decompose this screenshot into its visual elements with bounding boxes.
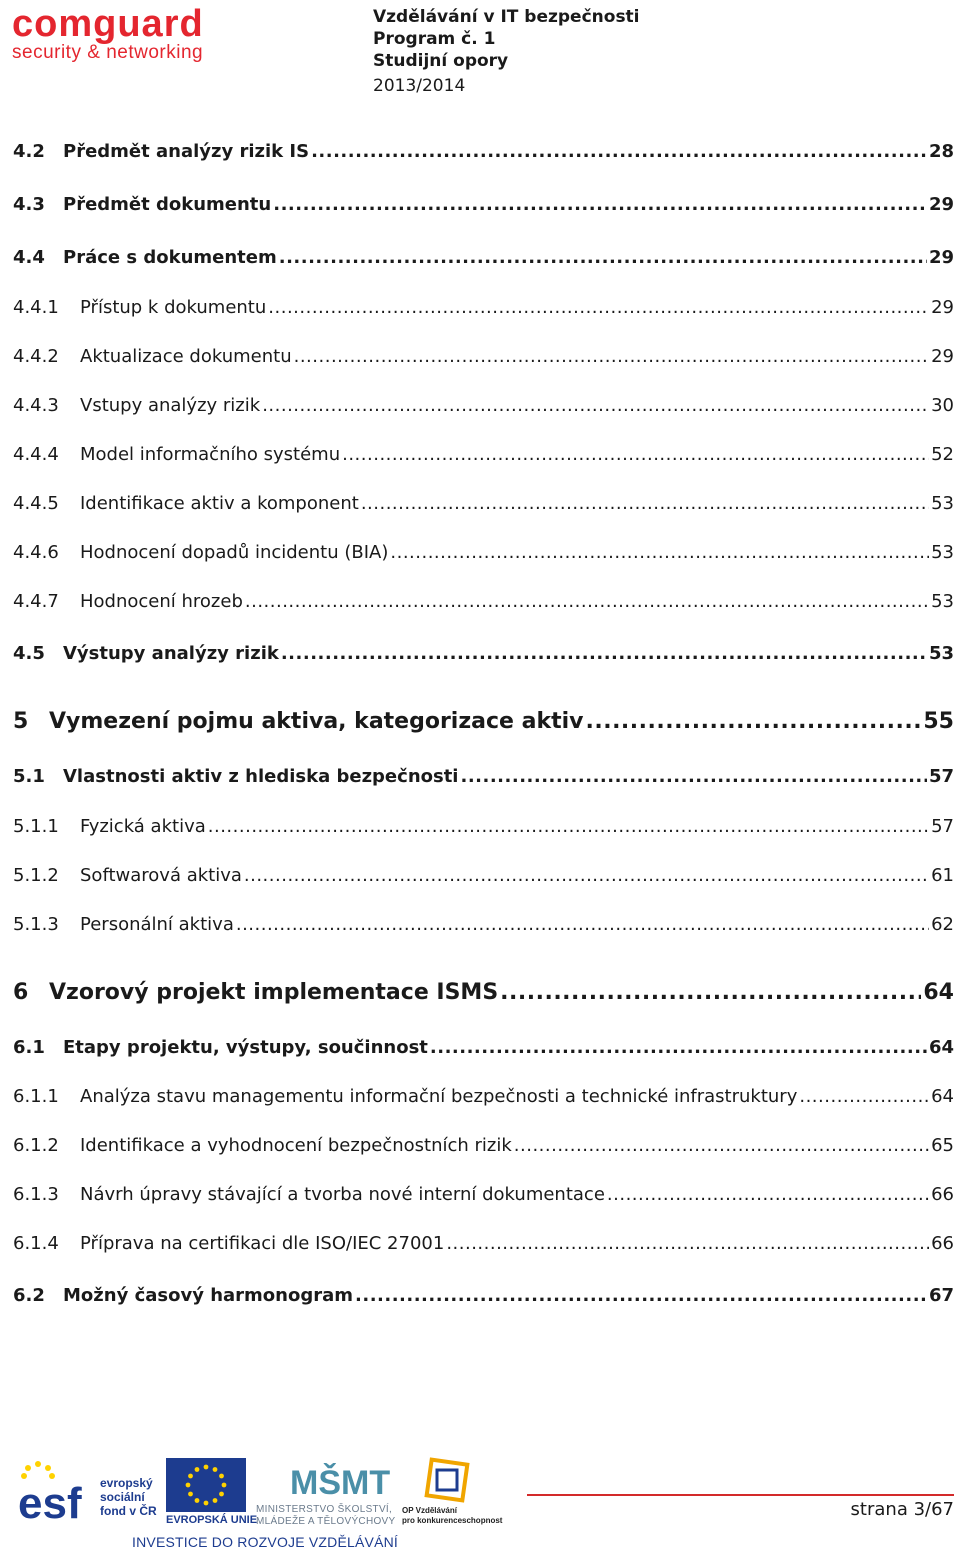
toc-entry[interactable]: [13, 766, 954, 787]
toc-entry[interactable]: [13, 980, 954, 1005]
toc-entry-leader: [500, 980, 921, 1005]
header-info: [373, 6, 640, 97]
header-year: 2013/2014: [373, 76, 466, 96]
toc-entry-number: 4.3: [13, 194, 45, 215]
toc-entry-leader: [281, 643, 927, 664]
toc-entry-title: Hodnocení hrozeb: [80, 591, 243, 612]
op-line2: pro konkurenceschopnost: [402, 1516, 503, 1525]
toc-entry-page: 62: [931, 914, 954, 935]
toc-entry[interactable]: [13, 914, 954, 935]
toc-entry-title: Návrh úpravy stávající a tvorba nové interní dokumentace: [80, 1184, 605, 1205]
toc-entry[interactable]: [13, 247, 954, 268]
toc-entry-number: 6.1.4: [13, 1233, 59, 1254]
toc-entry-number: 4.5: [13, 643, 45, 664]
toc-entry-leader: [268, 297, 929, 318]
toc-entry-number: 4.2: [13, 141, 45, 162]
toc-entry[interactable]: [13, 709, 954, 734]
toc-entry-leader: [208, 816, 929, 837]
toc-entry-leader: [586, 709, 922, 734]
footer-logos: [16, 1456, 516, 1552]
eu-label: EVROPSKÁ UNIE: [166, 1514, 258, 1526]
toc-entry-number: 6.2: [13, 1285, 45, 1306]
toc-entry-number: 4.4.6: [13, 542, 59, 563]
toc-entry-number: 6.1.2: [13, 1135, 59, 1156]
esf-text: [100, 1476, 157, 1518]
toc-entry-title: Identifikace aktiv a komponent: [80, 493, 359, 514]
toc-entry[interactable]: [13, 493, 954, 514]
toc-entry[interactable]: [13, 297, 954, 318]
toc-entry-page: 29: [928, 247, 954, 268]
toc-entry-number: 6.1.3: [13, 1184, 59, 1205]
toc-entry-number: 5.1.1: [13, 816, 59, 837]
toc-entry-number: 4.4.5: [13, 493, 59, 514]
op-line1: OP Vzdělávání: [402, 1506, 457, 1515]
header-line1: Vzdělávání v IT bezpečnosti: [373, 7, 640, 27]
toc-entry-page: 29: [931, 297, 954, 318]
toc-entry-leader: [273, 194, 927, 215]
toc-entry-leader: [311, 141, 927, 162]
toc-entry-number: 5.1.3: [13, 914, 59, 935]
toc-entry-page: 61: [931, 865, 954, 886]
toc-entry[interactable]: [13, 1037, 954, 1058]
toc-entry-page: 53: [928, 643, 954, 664]
toc-entry[interactable]: [13, 643, 954, 664]
msmt-line1: MINISTERSTVO ŠKOLSTVÍ,: [256, 1504, 393, 1515]
toc-entry-number: 6: [13, 980, 29, 1005]
toc-entry-page: 53: [931, 591, 954, 612]
toc-entry-page: 30: [931, 395, 954, 416]
toc-entry[interactable]: [13, 141, 954, 162]
toc-entry-page: 52: [931, 444, 954, 465]
toc-entry[interactable]: [13, 865, 954, 886]
toc-entry-leader: [361, 493, 929, 514]
toc-entry-title: Výstupy analýzy rizik: [63, 643, 279, 664]
toc-entry-number: 4.4.3: [13, 395, 59, 416]
toc-entry-title: Analýza stavu managementu informační bezpečnosti a technické infrastruktury: [80, 1086, 798, 1107]
toc-entry-title: Vymezení pojmu aktiva, kategorizace aktiv: [49, 709, 584, 734]
svg-text:esf: esf: [18, 1479, 82, 1526]
toc-entry-leader: [799, 1086, 929, 1107]
toc-entry-number: 4.4: [13, 247, 45, 268]
toc-entry-number: 4.4.2: [13, 346, 59, 367]
toc-entry-number: 4.4.1: [13, 297, 59, 318]
toc-entry-leader: [446, 1233, 929, 1254]
toc-entry-leader: [355, 1285, 927, 1306]
toc-entry-page: 64: [931, 1086, 954, 1107]
toc-entry[interactable]: [13, 194, 954, 215]
header-line2: Program č. 1: [373, 29, 496, 49]
toc-entry-page: 53: [931, 493, 954, 514]
toc-entry-title: Aktualizace dokumentu: [80, 346, 292, 367]
toc-entry-title: Vlastnosti aktiv z hlediska bezpečnosti: [63, 766, 459, 787]
toc-entry[interactable]: [13, 1135, 954, 1156]
toc-entry-leader: [390, 542, 929, 563]
toc-entry-number: 6.1.1: [13, 1086, 59, 1107]
page-number: strana 3/67: [850, 1499, 954, 1520]
toc-entry-leader: [514, 1135, 929, 1156]
toc-entry-title: Vzorový projekt implementace ISMS: [49, 980, 499, 1005]
toc-entry-title: Práce s dokumentem: [63, 247, 277, 268]
toc-entry-page: 29: [931, 346, 954, 367]
logo-main-text: comguard: [12, 3, 204, 45]
msmt-text: [256, 1504, 396, 1528]
toc-entry-title: Předmět dokumentu: [63, 194, 272, 215]
toc-entry-leader: [342, 444, 929, 465]
toc-entry-number: 4.4.7: [13, 591, 59, 612]
toc-entry[interactable]: [13, 816, 954, 837]
eu-flag-icon: [166, 1458, 246, 1512]
toc-entry-leader: [607, 1184, 929, 1205]
esf-line2: sociální: [100, 1490, 145, 1504]
toc-entry-number: 5.1: [13, 766, 45, 787]
toc-entry-page: 66: [931, 1184, 954, 1205]
toc-entry-page: 53: [931, 542, 954, 563]
toc-entry-title: Možný časový harmonogram: [63, 1285, 354, 1306]
toc-entry-page: 67: [928, 1285, 954, 1306]
header-line3: Studijní opory: [373, 51, 509, 71]
toc-entry[interactable]: [13, 1184, 954, 1205]
esf-logo-icon: [16, 1456, 96, 1526]
comguard-logo: [12, 4, 204, 64]
msmt-line2: MLÁDEŽE A TĚLOVÝCHOVY: [256, 1516, 396, 1527]
toc-entry-page: 57: [928, 766, 954, 787]
logo-sub-text: security & networking: [12, 42, 204, 63]
toc-entry-leader: [460, 766, 926, 787]
toc-entry-title: Personální aktiva: [80, 914, 234, 935]
toc-entry[interactable]: [13, 1233, 954, 1254]
footer-divider: [527, 1494, 954, 1496]
toc-entry-page: 64: [928, 1037, 954, 1058]
toc-entry-title: Model informačního systému: [80, 444, 341, 465]
toc-entry[interactable]: [13, 591, 954, 612]
toc-entry[interactable]: [13, 444, 954, 465]
svg-text:MŠMT: MŠMT: [290, 1464, 391, 1502]
toc-entry-page: 29: [928, 194, 954, 215]
toc-entry-page: 65: [931, 1135, 954, 1156]
toc-entry-page: 64: [923, 980, 954, 1005]
toc-entry-title: Etapy projektu, výstupy, součinnost: [63, 1037, 428, 1058]
toc-entry[interactable]: [13, 1086, 954, 1107]
toc-entry-page: 55: [923, 709, 954, 734]
esf-line1: evropský: [100, 1476, 153, 1490]
esf-line3: fond v ČR: [100, 1504, 157, 1518]
op-text: [402, 1506, 502, 1526]
toc-entry-title: Přístup k dokumentu: [80, 297, 267, 318]
toc-entry-leader: [262, 395, 929, 416]
toc-entry-number: 6.1: [13, 1037, 45, 1058]
toc-entry-leader: [245, 591, 929, 612]
toc-entry[interactable]: [13, 395, 954, 416]
toc-entry-leader: [279, 247, 927, 268]
toc-entry-page: 57: [931, 816, 954, 837]
toc-entry-leader: [294, 346, 929, 367]
toc-entry-title: Vstupy analýzy rizik: [80, 395, 261, 416]
toc-entry[interactable]: [13, 542, 954, 563]
toc-entry-title: Hodnocení dopadů incidentu (BIA): [80, 542, 389, 563]
toc-entry-title: Předmět analýzy rizik IS: [63, 141, 310, 162]
toc-entry-leader: [430, 1037, 927, 1058]
toc-entry-title: Softwarová aktiva: [80, 865, 242, 886]
toc-entry[interactable]: [13, 1285, 954, 1306]
toc-entry-number: 5: [13, 709, 29, 734]
toc-entry-page: 28: [928, 141, 954, 162]
toc-entry-number: 4.4.4: [13, 444, 59, 465]
toc-entry-leader: [236, 914, 929, 935]
invest-text: INVESTICE DO ROZVOJE VZDĚLÁVÁNÍ: [132, 1534, 399, 1550]
toc-entry-title: Identifikace a vyhodnocení bezpečnostních rizik: [80, 1135, 512, 1156]
toc-entry-title: Příprava na certifikaci dle ISO/IEC 27001: [80, 1233, 445, 1254]
toc-entry[interactable]: [13, 346, 954, 367]
toc-entry-title: Fyzická aktiva: [80, 816, 206, 837]
toc-entry-page: 66: [931, 1233, 954, 1254]
toc-entry-number: 5.1.2: [13, 865, 59, 886]
toc-entry-leader: [244, 865, 929, 886]
